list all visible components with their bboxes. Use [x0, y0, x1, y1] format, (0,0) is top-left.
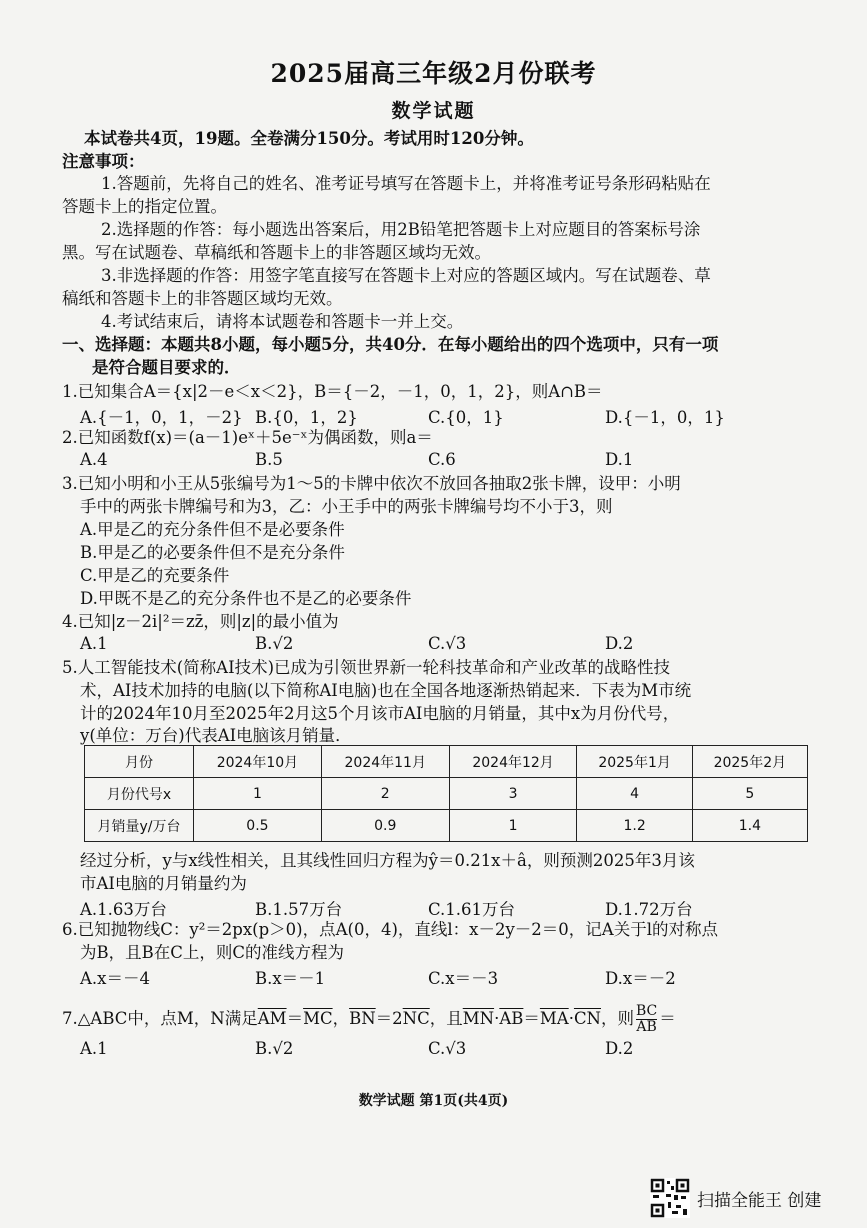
- table-cell: 1: [449, 810, 577, 842]
- vector-mc: $\overline{MC}$: [303, 1009, 333, 1028]
- question-1-options: [80, 404, 820, 426]
- table-row: [85, 810, 808, 842]
- notice-line: 4.考试结束后，请将本试题卷和答题卡一并上交。: [101, 312, 464, 331]
- question-6-stem: 6.已知抛物线C：y²＝2px(p＞0)，点A(0，4)，直线l：x－2y－2＝0，记A关于l的对称点: [62, 920, 718, 939]
- table-cell: 2024年11月: [321, 746, 449, 778]
- page-footer: 数学试题 第1页(共4页): [358, 1093, 509, 1109]
- vector-nc: $\overline{NC}$: [402, 1009, 430, 1028]
- question-6-stem-cont: 为B，且B在C上，则C的准线方程为: [80, 943, 344, 962]
- option-d: D.2: [605, 1039, 634, 1058]
- option-a: A.1.63万台: [80, 900, 167, 919]
- row-label: 月份: [85, 746, 194, 778]
- intro-line: 本试卷共4页，19题。全卷满分150分。考试用时120分钟。: [84, 129, 534, 148]
- equals: ＝2: [375, 1009, 403, 1028]
- qr-code-icon: [650, 1178, 690, 1218]
- option-a: A.1: [80, 1039, 108, 1058]
- table-cell: 0.9: [321, 810, 449, 842]
- option-c: C.甲是乙的充要条件: [80, 566, 230, 585]
- question-4-stem: 4.已知|z－2i|²＝zz̄，则|z|的最小值为: [62, 612, 339, 631]
- vector-bn: $\overline{BN}$: [349, 1009, 376, 1028]
- fraction-denominator: AB: [636, 1019, 657, 1035]
- question-3-stem: 3.已知小明和小王从5张编号为1～5的卡牌中依次不放回各抽取2张卡牌，设甲：小明: [62, 474, 681, 493]
- option-c: C.{0，1}: [428, 408, 504, 427]
- question-4-options: [80, 634, 820, 656]
- fraction: [636, 1004, 657, 1035]
- option-c: C.√3: [428, 1039, 467, 1058]
- option-c: C.6: [428, 450, 456, 469]
- question-2-options: [80, 450, 820, 472]
- vector-cn: $\overline{CN}$: [573, 1009, 601, 1028]
- option-a: A.甲是乙的充分条件但不是必要条件: [80, 520, 345, 539]
- equals: ＝: [659, 1009, 676, 1028]
- question-2-stem: 2.已知函数f(x)＝(a－1)eˣ＋5e⁻ˣ为偶函数，则a＝: [62, 428, 433, 447]
- option-d: D.x＝－2: [605, 969, 676, 988]
- question-5-options: [80, 896, 820, 918]
- table-cell: 1.4: [692, 810, 807, 842]
- question-5-stem: 5.人工智能技术(简称AI技术)已成为引领世界新一轮科技革命和产业改革的战略性技: [62, 658, 671, 677]
- notice-line: 稿纸和答题卡上的非答题区域均无效。: [62, 289, 343, 308]
- section-heading-cont: 是符合题目要求的．: [92, 358, 241, 377]
- separator: ，: [332, 1009, 350, 1028]
- table-cell: 4: [577, 778, 692, 810]
- sales-table: [84, 745, 808, 842]
- vector-ab: $\overline{AB}$: [499, 1009, 524, 1028]
- table-cell: 3: [449, 778, 577, 810]
- connector: ，则: [601, 1009, 634, 1028]
- question-5-after: 经过分析，y与x线性相关，且其线性回归方程为ŷ＝0.21x＋â，则预测2025年3月该: [80, 851, 695, 870]
- table-cell: 1: [194, 778, 322, 810]
- exam-title: 2025届高三年级2月份联考: [270, 59, 597, 88]
- vector-ma: $\overline{MA}$: [539, 1009, 569, 1028]
- question-7-stem: [62, 1004, 819, 1035]
- question-7-options: [80, 1039, 820, 1061]
- option-d: D.1.72万台: [605, 900, 693, 919]
- option-b: B.甲是乙的必要条件但不是充分条件: [80, 543, 345, 562]
- exam-subtitle: 数学试题: [391, 100, 476, 122]
- fraction-numerator: BC: [636, 1003, 658, 1019]
- table-cell: 0.5: [194, 810, 322, 842]
- notice-line: 3.非选择题的作答：用签字笔直接写在答题卡上对应的答题区域内。写在试题卷、草: [101, 266, 711, 285]
- option-c: C.√3: [428, 634, 467, 653]
- notice-line: 黑。写在试题卷、草稿纸和答题卡上的非答题区域均无效。: [62, 243, 491, 262]
- equals: ＝: [523, 1009, 540, 1028]
- equals: ＝: [286, 1009, 304, 1028]
- notice-line: 2.选择题的作答：每小题选出答案后，用2B铅笔把答题卡上对应题目的答案标号涂: [101, 220, 701, 239]
- row-label: 月销量y/万台: [85, 810, 194, 842]
- vector-mn: $\overline{MN}$: [462, 1009, 495, 1028]
- option-b: B.x＝－1: [255, 969, 326, 988]
- option-b: B.5: [255, 450, 283, 469]
- dot-operator: ·: [568, 1009, 574, 1028]
- option-b: B.√2: [255, 1039, 294, 1058]
- question-7-text: 7.△ABC中，点M，N满足: [62, 1009, 258, 1028]
- table-row: [85, 778, 808, 810]
- question-5-stem-cont: 术，AI技术加持的电脑(以下简称AI电脑)也在全国各地逐渐热销起来．下表为M市统: [80, 681, 692, 700]
- vector-am: $\overline{AM}$: [257, 1009, 287, 1028]
- table-cell: 2: [321, 778, 449, 810]
- scanner-watermark: 扫描全能王 创建: [697, 1191, 822, 1211]
- option-c: C.1.61万台: [428, 900, 516, 919]
- option-a: A.4: [80, 450, 108, 469]
- option-d: D.2: [605, 634, 634, 653]
- table-row: [85, 746, 808, 778]
- option-b: B.√2: [255, 634, 294, 653]
- table-cell: 2025年1月: [577, 746, 692, 778]
- option-a: A.1: [80, 634, 108, 653]
- question-1-stem: 1.已知集合A＝{x|2－e＜x＜2}，B＝{－2，－1，0，1，2}，则A∩B＝: [62, 382, 603, 401]
- option-d: D.甲既不是乙的充分条件也不是乙的必要条件: [80, 589, 412, 608]
- option-b: B.{0，1，2}: [255, 408, 358, 427]
- option-c: C.x＝－3: [428, 969, 499, 988]
- table-cell: 2024年10月: [194, 746, 322, 778]
- option-a: A.{－1，0，1，－2}: [80, 408, 243, 427]
- option-a: A.x＝－4: [80, 969, 150, 988]
- row-label: 月份代号x: [85, 778, 194, 810]
- table-cell: 1.2: [577, 810, 692, 842]
- notice-heading: 注意事项：: [62, 152, 145, 171]
- option-d: D.{－1，0，1}: [605, 408, 725, 427]
- table-cell: 2025年2月: [692, 746, 807, 778]
- section-heading: 一、选择题：本题共8小题，每小题5分，共40分．在每小题给出的四个选项中，只有一项: [62, 335, 719, 354]
- notice-line: 答题卡上的指定位置。: [62, 197, 227, 216]
- question-3-stem-cont: 手中的两张卡牌编号和为3，乙：小王手中的两张卡牌编号均不小于3，则: [80, 497, 613, 516]
- table-cell: 2024年12月: [449, 746, 577, 778]
- question-5-after: 市AI电脑的月销量约为: [80, 874, 247, 893]
- notice-line: 1.答题前，先将自己的姓名、准考证号填写在答题卡上，并将准考证号条形码粘贴在: [101, 174, 711, 193]
- table-cell: 5: [692, 778, 807, 810]
- question-5-stem-cont: y(单位：万台)代表AI电脑该月销量．: [80, 726, 352, 745]
- option-d: D.1: [605, 450, 634, 469]
- dot-operator: ·: [494, 1009, 500, 1028]
- question-5-stem-cont: 计的2024年10月至2025年2月这5个月该市AI电脑的月销量，其中x为月份代号，: [80, 704, 680, 723]
- question-6-options: [80, 965, 820, 987]
- connector: ，且: [429, 1009, 463, 1028]
- option-b: B.1.57万台: [255, 900, 343, 919]
